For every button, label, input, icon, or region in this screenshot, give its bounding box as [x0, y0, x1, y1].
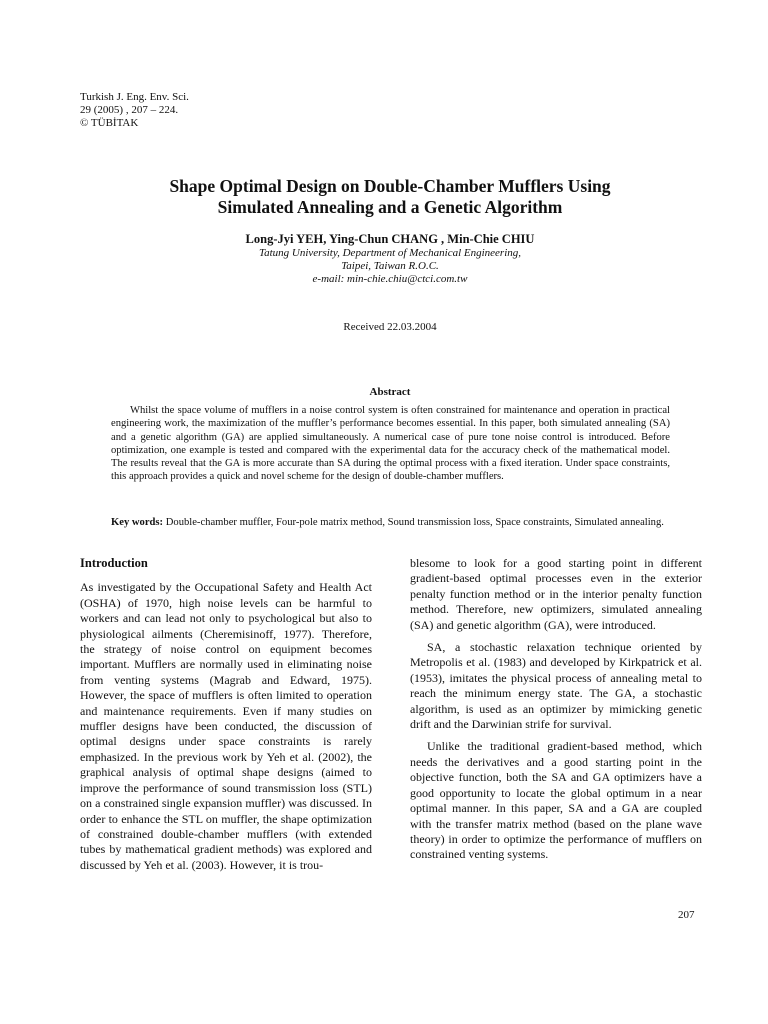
- journal-publisher: © TÜBİTAK: [80, 117, 139, 129]
- keywords-text: Double-chamber muffler, Four-pole matrix method, Sound transmission loss, Space constraints, Simulated annealing.: [165, 517, 664, 528]
- affiliation-department: Tatung University, Department of Mechanical Engineering,: [258, 247, 522, 259]
- received-date: Received 22.03.2004: [343, 321, 437, 333]
- section-heading-introduction: Introduction: [80, 556, 148, 570]
- abstract-heading: Abstract: [369, 386, 411, 398]
- intro-paragraph-1: As investigated by the Occupational Safety and Health Act (OSHA) of 1970, high noise levels can be harmful to workers and can lead not only to psychological but also to physiological ailments (Cheremisinoff, 1977). Therefore, the strategy of noise control on equipment becomes important. Mufflers are normally used in eliminating noise from venting systems (Magrab and Edward, 1975). However, the space of mufflers is often limited to operation and maintenance requirements. Even if many studies on muffler designs have been conducted, the discussion of optimal designs under space constraints is rarely emphasized. In the previous work by Yeh et al. (2002), the graphical analysis of optimal shape designs (aimed to improve the performance of sound transmission loss (STL) on a constrained single expansion muffler) was discussed. In order to enhance the STL on muffler, the shape optimization of constrained double-chamber mufflers (with extended tubes by mathematical gradient methods) was explored and discussed by Yeh et al. (2003). However, it is trou-: [80, 580, 372, 872]
- affiliation-location: Taipei, Taiwan R.O.C.: [341, 260, 439, 272]
- paper-title-line-2: Simulated Annealing and a Genetic Algorithm: [217, 197, 563, 217]
- paper-title: [90, 176, 690, 218]
- journal-citation: [80, 91, 189, 130]
- intro-paragraph-2: SA, a stochastic relaxation technique oriented by Metropolis et al. (1983) and developed by Kirkpatrick et al. (1953), imitates the physical process of annealing metal to reach the minimum energy state. The GA, a stochastic algorithm, is used as an optimizer by mimicking genetic drift and the Darwinian strife for survival.: [410, 640, 702, 732]
- paper-title-line-1: Shape Optimal Design on Double-Chamber Mufflers Using: [169, 176, 611, 196]
- authors: Long-Jyi YEH, Ying-Chun CHANG , Min-Chie CHIU: [245, 232, 535, 246]
- abstract-text: Whilst the space volume of mufflers in a noise control system is often constrained for maintenance and operation in practical engineering work, the maximization of the muffler’s performance becomes essential. In this paper, both simulated annealing (SA) and a genetic algorithm (GA) are applied simultaneously. A numerical case of pure tone noise control is introduced. Before optimization, one example is tested and compared with the experimental data for the accuracy check of the mathematical model. The results reveal that the GA is more accurate than SA during the optimal process with a fixed iteration. Under space constraints, this approach provides a quick and novel scheme for the design of double-chamber mufflers.: [111, 405, 670, 483]
- intro-paragraph-3: Unlike the traditional gradient-based method, which needs the derivatives and a good starting point in the objective function, both the SA and GA optimizers have a good opportunity to locate the global optimum in a near optimal manner. In this paper, SA and a GA are coupled with the transfer matrix method (based on the plane wave theory) in order to optimize the performance of mufflers on constrained venting systems.: [410, 739, 702, 862]
- affiliation: [90, 247, 690, 286]
- journal-name: Turkish J. Eng. Env. Sci.: [80, 91, 189, 103]
- keywords: [111, 516, 670, 529]
- intro-paragraph-continued: blesome to look for a good starting point in different gradient-based optimal processes even in the exterior penalty function method or in the interior penalty function method. Therefore, new optimizers, simulated annealing (SA) and genetic algorithm (GA), were introduced.: [410, 556, 702, 632]
- affiliation-email: e-mail: min-chie.chiu@ctci.com.tw: [312, 273, 468, 285]
- right-column: [410, 556, 702, 870]
- keywords-label: Key words:: [111, 517, 164, 528]
- journal-volume: 29 (2005) , 207 – 224.: [80, 104, 179, 116]
- page-number: 207: [678, 909, 695, 921]
- left-column: [80, 556, 372, 880]
